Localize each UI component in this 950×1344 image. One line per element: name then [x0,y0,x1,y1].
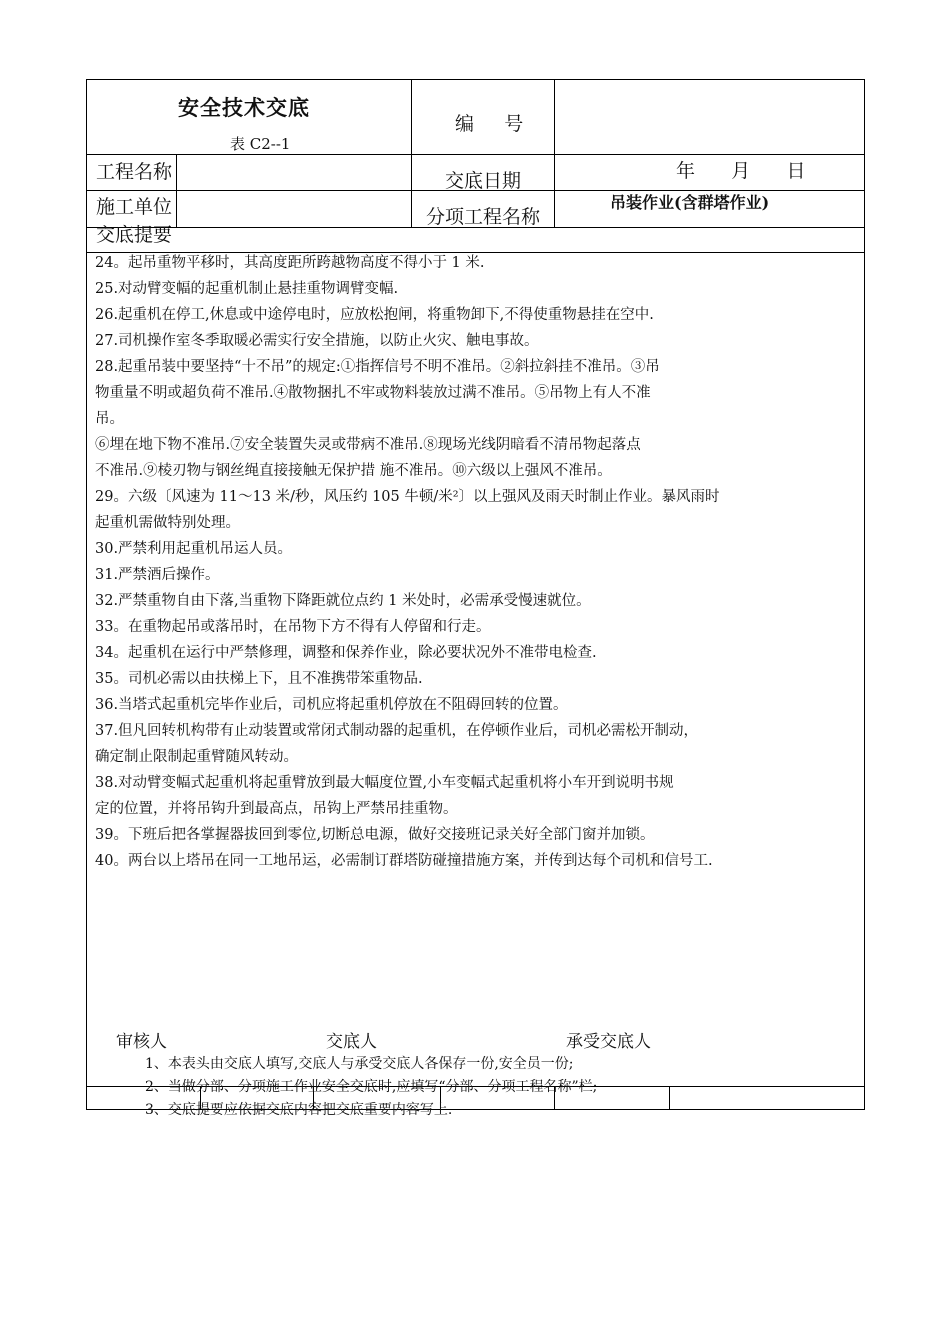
summary-label: 交底提要 [96,224,173,246]
note-item: 3、交底提要应依据交底内容把交底重要内容写上. [145,1102,453,1118]
row-divider [86,154,865,155]
content-line: 吊。 [95,411,124,427]
content-line: 26.起重机在停工,休息或中途停电时，应放松抱闸，将重物卸下,不得使重物悬挂在空中. [95,307,654,323]
construction-unit-label: 施工单位 [96,196,173,218]
content-line: 24。起吊重物平移时，其高度距所跨越物高度不得小于 1 米. [95,255,485,271]
note-item: 2、当做分部、分项施工作业安全交底时,应填写“分部、分项工程名称”栏; [145,1079,598,1095]
content-line: 起重机需做特别处理。 [95,515,240,531]
content-line: ⑥埋在地下物不准吊.⑦安全装置失灵或带病不准吊.⑧现场光线阴暗看不清吊物起落点 [95,437,641,453]
note-item: 1、本表头由交底人填写,交底人与承受交底人各保存一份,安全员一份; [145,1056,574,1072]
content-line: 28.起重吊装中要坚持“十不吊”的规定:①指挥信号不明不准吊。②斜拉斜挂不准吊。③吊 [95,359,660,375]
presenter-label: 交底人 [326,1032,377,1052]
reviewer-label: 审核人 [116,1032,167,1052]
table-border-left [86,79,87,1110]
content-line: 39。下班后把各掌握器拔回到零位,切断总电源，做好交接班记录关好全部门窗并加锁。 [95,827,655,843]
content-line: 38.对动臂变幅式起重机将起重臂放到最大幅度位置,小车变幅式起重机将小车开到说明书规 [95,775,674,791]
content-line: 33。在重物起吊或落吊时，在吊物下方不得有人停留和行走。 [95,619,491,635]
form-code: 表 C2--1 [230,135,291,153]
content-line: 40。两台以上塔吊在同一工地吊运，必需制订群塔防碰撞措施方案，并传到达每个司机和信号工. [95,853,713,869]
table-border-right [864,79,865,1110]
number-label: 编 号 [455,113,524,135]
col-divider [554,79,555,228]
col-divider [176,154,177,228]
col-divider [669,1086,670,1110]
content-line: 27.司机操作室冬季取暖必需实行安全措施，以防止火灾、触电事故。 [95,333,539,349]
table-border-top [86,79,865,80]
date-field[interactable]: 年 月 日 [676,160,806,182]
content-line: 确定制止限制起重臂随风转动。 [95,749,298,765]
content-line: 30.严禁利用起重机吊运人员。 [95,541,293,557]
project-name-label: 工程名称 [96,161,173,183]
subproject-field[interactable]: 吊装作业(含群塔作业) [610,193,770,212]
content-line: 35。司机必需以由扶梯上下，且不准携带笨重物品. [95,671,423,687]
content-line: 31.严禁酒后操作。 [95,567,220,583]
content-line: 物重量不明或超负荷不准吊.④散物捆扎不牢或物料装放过满不准吊。⑤吊物上有人不准 [95,385,651,401]
col-divider [411,79,412,228]
content-body [95,250,720,874]
content-line: 34。起重机在运行中严禁修理，调整和保养作业，除必要状况外不准带电检查. [95,645,597,661]
subproject-label: 分项工程名称 [426,206,541,228]
content-line: 36.当塔式起重机完毕作业后，司机应将起重机停放在不阻碍回转的位置。 [95,697,568,713]
content-line: 25.对动臂变幅的起重机制止悬挂重物调臂变幅. [95,281,399,297]
content-line: 定的位置，并将吊钩升到最高点，吊钩上严禁吊挂重物。 [95,801,458,817]
receiver-label: 承受交底人 [566,1032,651,1052]
date-label: 交底日期 [445,170,522,192]
content-line: 32.严禁重物自由下落,当重物下降距就位点约 1 米处时，必需承受慢速就位。 [95,593,591,609]
content-line: 不准吊.⑨棱刃物与钢丝绳直接接触无保护措 施不准吊。⑩六级以上强风不准吊。 [95,463,612,479]
document-title: 安全技术交底 [178,95,310,120]
content-line: 37.但凡回转机构带有止动装置或常闭式制动器的起重机，在停顿作业后，司机必需松开制动， [95,723,699,739]
content-line: 29。六级〔风速为 11～13 米/秒，风压约 105 牛顿/米²〕以上强风及雨天时制止作业。暴风雨时 [95,489,720,505]
